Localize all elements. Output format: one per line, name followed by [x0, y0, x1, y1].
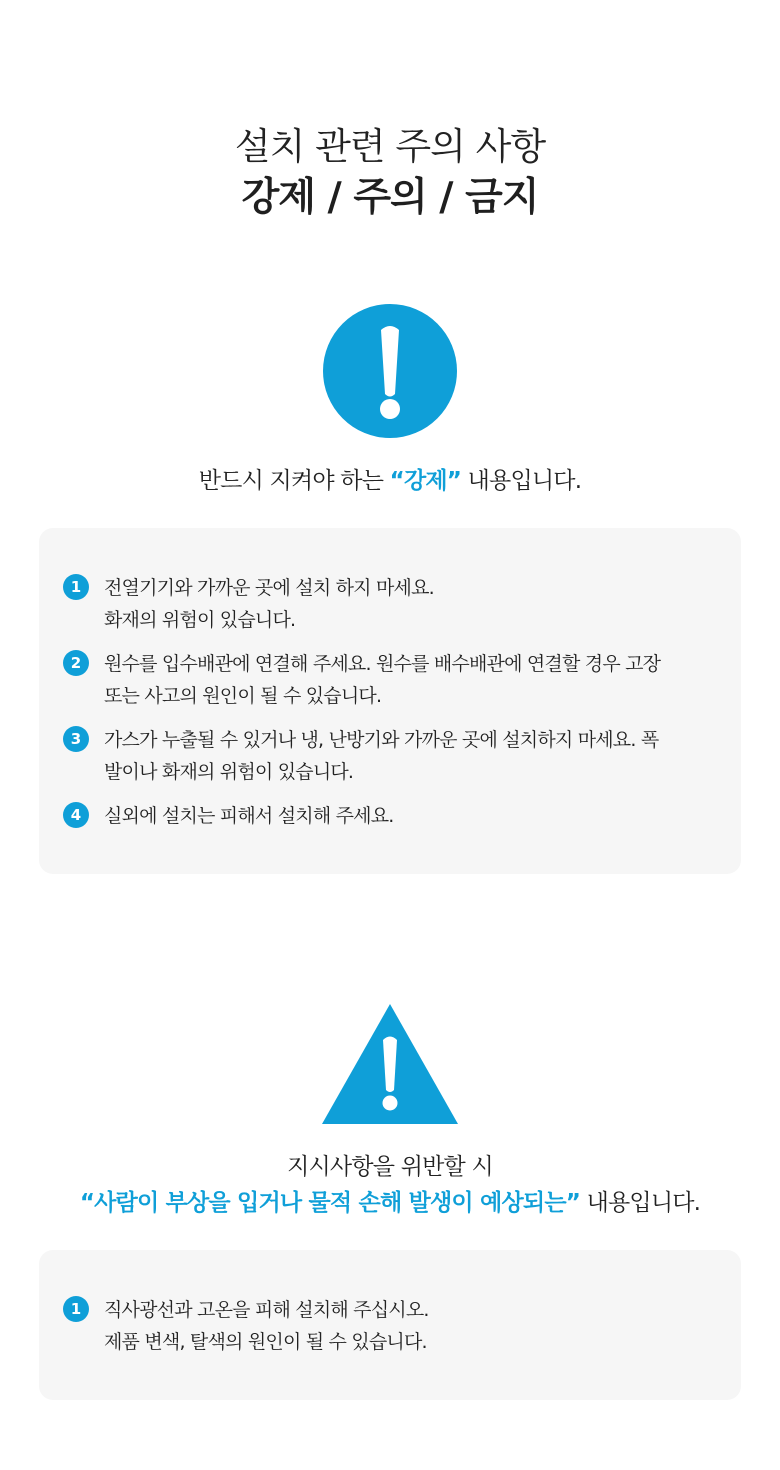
caution-caption-line1: 지시사항을 위반할 시 — [287, 1154, 493, 1180]
item-number-badge: 3 — [63, 726, 89, 752]
warning-triangle-icon — [322, 1004, 458, 1124]
item-number-badge: 4 — [63, 802, 89, 828]
item-text — [104, 572, 723, 636]
caution-caption-accent: “사람이 부상을 입거나 물적 손해 발생이 예상되는” — [79, 1190, 581, 1216]
item-text-line: 제품 변색, 탈색의 원인이 될 수 있습니다. — [104, 1331, 427, 1353]
list-item — [63, 1294, 723, 1358]
item-text-line: 실외에 설치는 피해서 설치해 주세요. — [104, 805, 394, 827]
item-text — [104, 648, 723, 712]
page-title: 설치 관련 주의 사항 — [234, 125, 546, 168]
item-text — [104, 1294, 723, 1358]
item-text-line: 전열기기와 가까운 곳에 설치 하지 마세요. — [104, 577, 434, 599]
page-subtitle: 강제 / 주의 / 금지 — [241, 175, 539, 220]
item-text-line: 가스가 누출될 수 있거나 냉, 난방기와 가까운 곳에 설치하지 마세요. 폭 — [104, 729, 659, 751]
item-text-line: 화재의 위험이 있습니다. — [104, 609, 296, 631]
list-item — [63, 648, 723, 712]
caution-caption-after: 내용입니다. — [580, 1190, 701, 1216]
list-item — [63, 572, 723, 636]
mandatory-caption — [0, 462, 780, 495]
mandatory-caption-after: 내용입니다. — [461, 468, 582, 494]
mandatory-caption-before: 반드시 지켜야 하는 — [198, 468, 390, 494]
list-item — [63, 724, 723, 788]
caution-caption-line2 — [0, 1184, 780, 1217]
list-item — [63, 800, 723, 832]
item-text — [104, 800, 723, 832]
item-number-badge: 1 — [63, 1296, 89, 1322]
mandatory-list-box — [39, 528, 741, 874]
mandatory-caption-accent: “강제” — [389, 468, 462, 494]
item-text — [104, 724, 723, 788]
caution-list-box — [39, 1250, 741, 1400]
item-text-line: 또는 사고의 원인이 될 수 있습니다. — [104, 685, 382, 707]
item-text-line: 직사광선과 고온을 피해 설치해 주십시오. — [104, 1299, 429, 1321]
item-number-badge: 2 — [63, 650, 89, 676]
exclamation-circle-icon — [323, 304, 457, 438]
item-number-badge: 1 — [63, 574, 89, 600]
item-text-line: 발이나 화재의 위험이 있습니다. — [104, 761, 354, 783]
item-text-line: 원수를 입수배관에 연결해 주세요. 원수를 배수배관에 연결할 경우 고장 — [104, 653, 661, 675]
